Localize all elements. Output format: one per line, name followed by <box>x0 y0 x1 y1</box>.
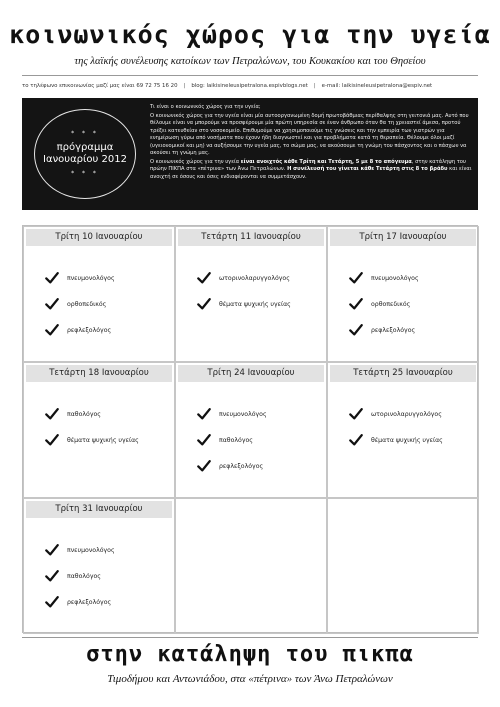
schedule-day-cell <box>327 226 479 362</box>
empty-cell <box>327 498 479 634</box>
contact-bar <box>22 80 478 92</box>
day-heading: Τετάρτη 11 Ιανουαρίου <box>178 229 324 246</box>
checkmark-icon <box>197 407 219 421</box>
specialty-label: ορθοπεδικός <box>67 300 107 308</box>
checkmark-icon <box>45 543 67 557</box>
specialty-list <box>45 401 139 453</box>
schedule-day-cell <box>327 362 479 498</box>
contact-blog[interactable]: blog: laikisineleusipetralona.espivblogs.net <box>191 83 308 89</box>
intro-text <box>150 104 472 183</box>
day-heading: Τετάρτη 18 Ιανουαρίου <box>26 365 172 382</box>
contact-email[interactable]: e-mail: laikisineleusipetralona@espiv.net <box>321 83 433 89</box>
badge-stars-top: * * * <box>71 130 99 137</box>
specialty-item <box>349 291 419 317</box>
day-heading: Τρίτη 10 Ιανουαρίου <box>26 229 172 246</box>
checkmark-icon <box>45 297 67 311</box>
intro-question: Τι είναι ο κοινωνικός χώρος για την υγεία; <box>150 104 261 110</box>
specialty-label: θέματα ψυχικής υγείας <box>67 436 139 444</box>
checkmark-icon <box>45 271 67 285</box>
schedule-grid <box>22 225 478 633</box>
specialty-item <box>197 427 267 453</box>
specialty-label: ωτορινολαρυγγολόγος <box>371 410 442 418</box>
day-heading: Τρίτη 17 Ιανουαρίου <box>330 229 476 246</box>
schedule-day-cell <box>175 362 327 498</box>
specialty-list <box>45 265 115 343</box>
specialty-label: πνευμονολόγος <box>371 274 419 282</box>
schedule-day-cell <box>23 498 175 634</box>
specialty-item <box>45 317 115 343</box>
intro-description: Ο κοινωνικός χώρος για την υγεία είναι μία αυτοοργανωμένη δομή πρωτοβάθμιας περίθαλψης στη γειτονιά μας. Αυτό που θέλουμε είναι να μπορούμε να προσφέρουμε μία πρώτη υπηρεσία σε έναν άνθρωπο όταν θα τη χρειαστεί άμεσα, προτού τρέξει κατευθείαν στο νοσοκομείο. Επιθυμούμε να χρησιμοποιούμε τις γνώσεις και την εμπειρία των γιατρών για ενημέρωση γύρω από νοσήματα που έχουν ήδη διαγνωστεί και για προβλήματα κατά τη θεραπεία. Θέλουμε όλοι μαζί (υγειονομικοί και μη) να αυξήσουμε την υγεία μας, το σώμα μας, να ακούσουμε τη γνώμη του πάσχοντος και ο πάσχων να ακούσει τη γνώμη μας. <box>150 112 469 156</box>
specialty-list <box>197 401 267 479</box>
checkmark-icon <box>349 297 371 311</box>
specialty-label: ρεφλεξολόγος <box>67 598 112 606</box>
checkmark-icon <box>197 297 219 311</box>
day-heading: Τετάρτη 25 Ιανουαρίου <box>330 365 476 382</box>
specialty-label: πνευμονολόγος <box>67 274 115 282</box>
specialty-item <box>45 563 115 589</box>
footer-title: στην κατάληψη του πικπα <box>86 642 414 667</box>
specialty-item <box>197 453 267 479</box>
specialty-label: ρεφλεξολόγος <box>67 326 112 334</box>
specialty-item <box>349 401 443 427</box>
contact-separator: | <box>313 83 316 89</box>
specialty-item <box>45 589 115 615</box>
specialty-item <box>45 427 139 453</box>
specialty-label: παθολόγος <box>219 436 253 444</box>
poster-subtitle: της λαϊκής συνέλευσης κατοίκων των Πετραλώνων, του Κουκακίου και του Θησείου <box>74 56 426 67</box>
bottom-divider <box>22 637 478 638</box>
poster-title: κοινωνικός χώρος για την υγεία <box>9 20 491 49</box>
specialty-label: θέματα ψυχικής υγείας <box>371 436 443 444</box>
badge-stars-bottom: * * * <box>71 170 99 177</box>
specialty-item <box>197 401 267 427</box>
assembly-bold: Η συνέλευσή του γίνεται κάθε Τετάρτη στις 8 το βράδυ <box>287 166 448 173</box>
checkmark-icon <box>45 407 67 421</box>
checkmark-icon <box>45 433 67 447</box>
specialty-item <box>197 291 291 317</box>
checkmark-icon <box>349 433 371 447</box>
checkmark-icon <box>197 271 219 285</box>
contact-separator: | <box>183 83 186 89</box>
empty-cell <box>175 498 327 634</box>
specialty-label: ρεφλεξολόγος <box>371 326 416 334</box>
contact-phone: το τηλέφωνο επικοινωνίας μαζί μας είναι 69 72 75 16 20 <box>22 83 178 89</box>
specialty-item <box>349 427 443 453</box>
badge-line-month: Ιανουαρίου 2012 <box>43 154 127 165</box>
specialty-label: παθολόγος <box>67 572 101 580</box>
checkmark-icon <box>197 459 219 473</box>
checkmark-icon <box>197 433 219 447</box>
badge-line-program: πρόγραμμα <box>56 142 114 153</box>
program-badge <box>34 109 136 199</box>
schedule-day-cell <box>23 226 175 362</box>
specialty-label: θέματα ψυχικής υγείας <box>219 300 291 308</box>
schedule-day-cell <box>175 226 327 362</box>
top-divider <box>22 75 478 76</box>
intro-opening-hours: Ο κοινωνικός χώρος για την υγεία είναι ανοιχτός κάθε Τρίτη και Τετάρτη, 5 με 8 το απόγευμα, στην κατάληψη του πρώην ΠΙΚΠΑ στα «πέτρινα» των Άνω Πετραλώνων. Η συνέλευσή του γίνεται κάθε Τετάρτη στις 8 το βράδυ και είναι ανοιχτή σε όσους και όσες ενδιαφέρονται να συμμετάσχουν. <box>150 158 472 180</box>
specialty-label: ρεφλεξολόγος <box>219 462 264 470</box>
checkmark-icon <box>45 595 67 609</box>
specialty-list <box>197 265 291 317</box>
footer-subtitle: Τιμοδήμου και Αντωνιάδου, στα «πέτρινα» των Άνω Πετραλώνων <box>107 673 393 685</box>
day-heading: Τρίτη 31 Ιανουαρίου <box>26 501 172 518</box>
specialty-list <box>45 537 115 615</box>
specialty-item <box>45 537 115 563</box>
checkmark-icon <box>45 569 67 583</box>
specialty-list <box>349 265 419 343</box>
checkmark-icon <box>349 407 371 421</box>
checkmark-icon <box>349 271 371 285</box>
checkmark-icon <box>45 323 67 337</box>
day-heading: Τρίτη 24 Ιανουαρίου <box>178 365 324 382</box>
intro-box <box>22 98 478 210</box>
specialty-item <box>45 265 115 291</box>
specialty-item <box>45 291 115 317</box>
specialty-label: παθολόγος <box>67 410 101 418</box>
specialty-item <box>45 401 139 427</box>
schedule-day-cell <box>23 362 175 498</box>
specialty-label: ορθοπεδικός <box>371 300 411 308</box>
specialty-list <box>349 401 443 453</box>
opening-hours-bold: είναι ανοιχτός κάθε Τρίτη και Τετάρτη, 5 με 8 το απόγευμα <box>240 158 412 165</box>
specialty-item <box>197 265 291 291</box>
specialty-label: πνευμονολόγος <box>67 546 115 554</box>
specialty-item <box>349 317 419 343</box>
checkmark-icon <box>349 323 371 337</box>
specialty-item <box>349 265 419 291</box>
specialty-label: ωτορινολαρυγγολόγος <box>219 274 290 282</box>
specialty-label: πνευμονολόγος <box>219 410 267 418</box>
